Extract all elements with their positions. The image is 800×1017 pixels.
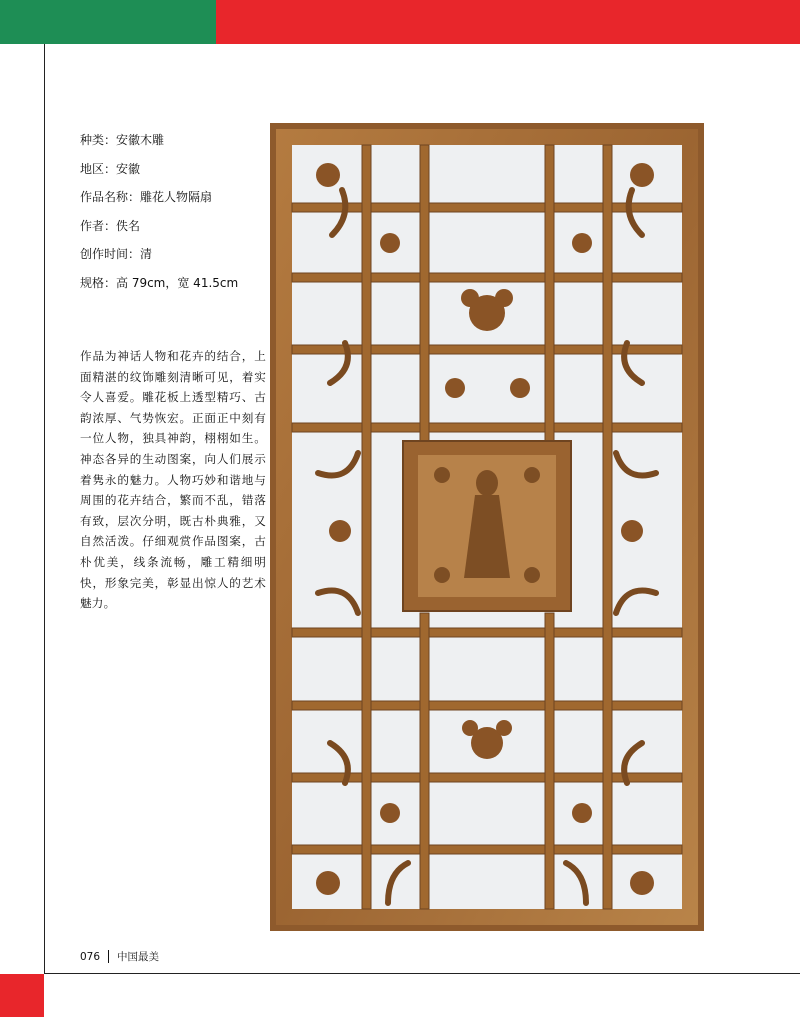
info-size: 规格：高 79cm，宽 41.5cm [80, 275, 239, 290]
footer-separator [108, 950, 109, 963]
page-left-rule [44, 44, 45, 974]
page-bottom-rule [44, 973, 800, 974]
artwork-info [80, 126, 238, 297]
header-red-bar [216, 0, 800, 44]
page-footer [80, 949, 159, 964]
header-green-bar [0, 0, 216, 44]
info-period: 创作时间：清 [80, 247, 153, 261]
info-work-name: 作品名称：雕花人物隔扇 [80, 190, 213, 204]
carved-lattice-screen-image [270, 123, 704, 931]
info-region: 地区：安徽 [80, 161, 141, 176]
page-number: 076 [80, 950, 101, 963]
book-title: 中国最美 [117, 951, 160, 963]
artwork-description: 作品为神话人物和花卉的结合，上面精湛的纹饰雕刻清晰可见，着实令人喜爱。雕花板上透型精巧、古韵浓厚、气势恢宏。正面正中刻有一位人物，独具神韵，栩栩如生。神态各异的生动图案，向人们展示着隽永的魅力。人物巧妙和谐地与周围的花卉结合，繁而不乱，错落有致，层次分明，既古朴典雅，又自然活泼。仔细观赏作品图案，古朴优美，线条流畅，雕工精细明快，形象完美，彰显出惊人的艺术魅力。 [80, 349, 266, 611]
info-category: 种类：安徽木雕 [80, 133, 165, 147]
info-author: 作者：佚名 [80, 218, 141, 233]
footer-red-block [0, 974, 44, 1017]
